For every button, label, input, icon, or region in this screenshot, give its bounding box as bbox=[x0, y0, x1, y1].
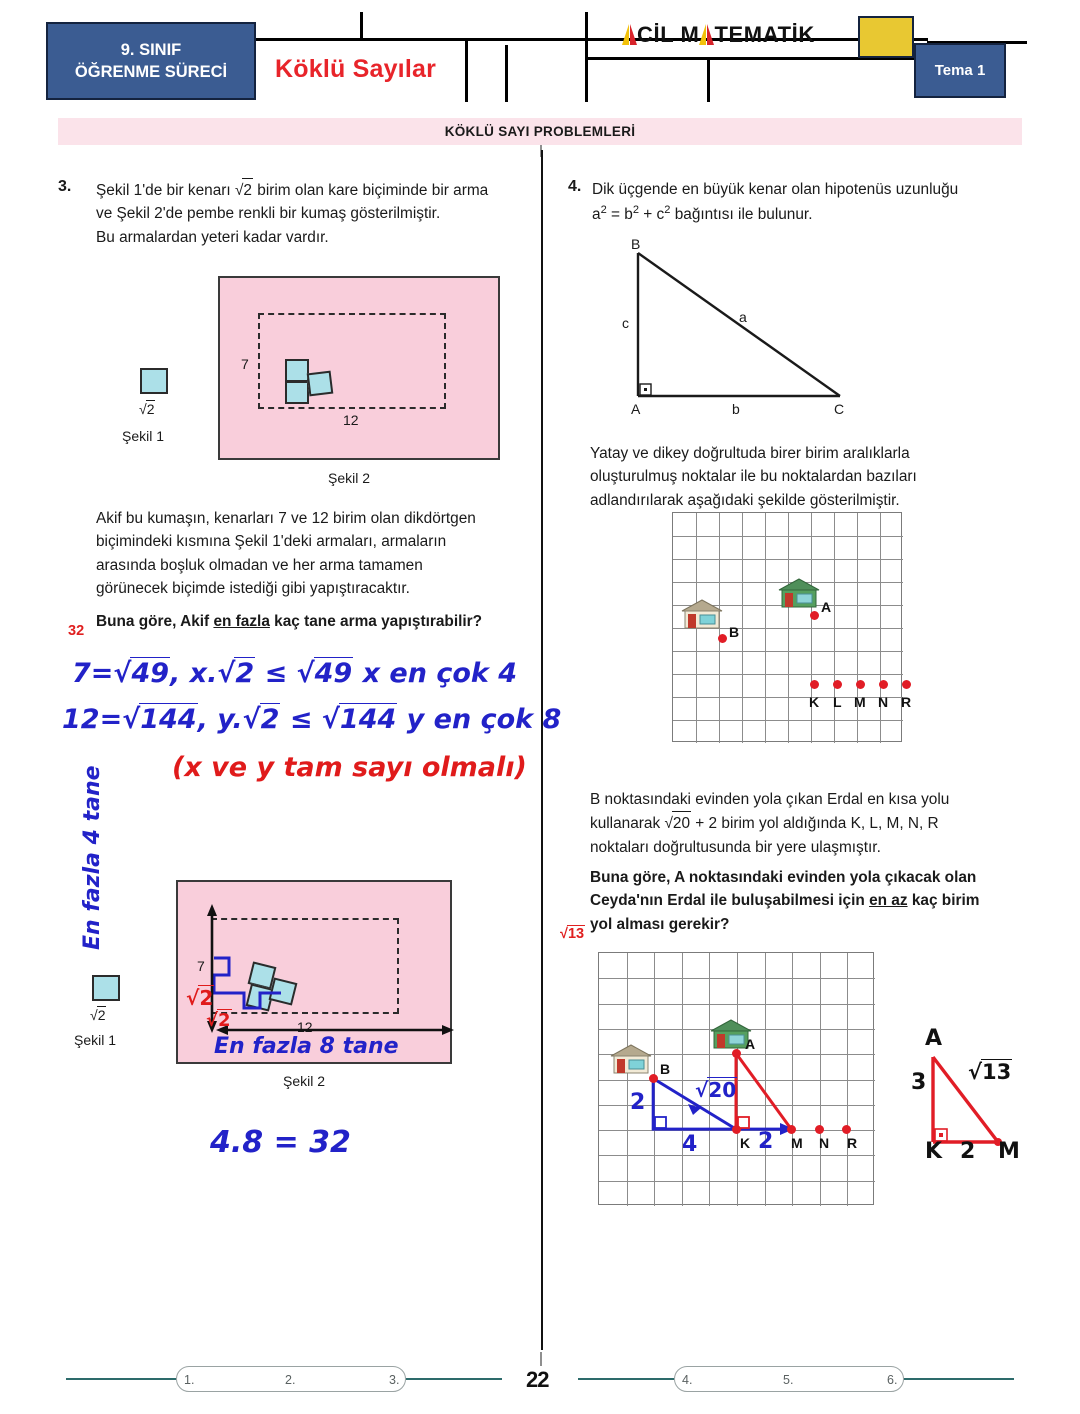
sqrt-20-sol bbox=[695, 1077, 737, 1102]
radicand: 13 bbox=[982, 1060, 1012, 1084]
figure2-width-label: 12 bbox=[343, 412, 359, 428]
q3-line1-a: Şekil 1'de bir kenarı bbox=[96, 182, 235, 199]
small-triangle-label-A: A bbox=[925, 1026, 943, 1051]
solution-bottom-mark bbox=[206, 1009, 232, 1031]
sqrt-2-sol-fig1 bbox=[90, 1006, 106, 1023]
solution-point-K bbox=[732, 1125, 741, 1134]
q4-ask-underlined: en az bbox=[869, 892, 908, 910]
solution-figure2-caption: Şekil 2 bbox=[283, 1073, 326, 1089]
solution-house-icon-B bbox=[608, 1043, 654, 1075]
q4-f-b: = b bbox=[606, 205, 633, 223]
solution-small-triangle bbox=[900, 1030, 1060, 1170]
house-icon-B bbox=[679, 598, 725, 630]
radical-sign: √ bbox=[90, 1007, 98, 1023]
q4-formula bbox=[592, 203, 813, 223]
small-triangle-side-horizontal: 2 bbox=[960, 1139, 976, 1164]
radicand: 2 bbox=[199, 986, 214, 1010]
sqrt-2-a bbox=[217, 657, 255, 689]
radicand: 2 bbox=[218, 1010, 231, 1031]
footer-item-5[interactable]: 5. bbox=[783, 1373, 794, 1387]
q4-p-line3: adlandırılarak aşağıdaki şekilde gösterilmiştir. bbox=[590, 491, 900, 509]
figure2-height-label: 7 bbox=[241, 356, 249, 372]
point-label-K: K bbox=[809, 694, 820, 710]
radical-sign: √ bbox=[321, 704, 340, 735]
solution-point-label-B: B bbox=[660, 1061, 671, 1077]
grid-h bbox=[673, 559, 903, 560]
radicand: 20 bbox=[672, 811, 691, 835]
figure2-caption: Şekil 2 bbox=[328, 470, 371, 486]
question-3-number: 3. bbox=[58, 178, 72, 195]
footer-rule-right-inner bbox=[578, 1378, 674, 1380]
triangle-side-c: c bbox=[622, 315, 629, 331]
sqrt-2-b bbox=[243, 703, 281, 735]
q3-line1-b: birim olan kare biçiminde bir arma bbox=[252, 182, 489, 199]
point-label-N: N bbox=[878, 694, 889, 710]
q4-line1: Dik üçgende en büyük kenar olan hipotenüs uzunluğu bbox=[592, 181, 959, 198]
sol3-l1-p4: x en çok 4 bbox=[353, 658, 518, 689]
header-yellow-block bbox=[858, 16, 914, 58]
q4-p-line1: Yatay ve dikey doğrultuda birer birim aralıklarla bbox=[590, 445, 910, 462]
header-rule-7 bbox=[707, 57, 710, 102]
figure2-tile-left bbox=[285, 381, 309, 404]
q4-p2-line3: noktaları doğrultusunda bir yere ulaşmıştır. bbox=[590, 838, 881, 856]
solution-3-line-2 bbox=[62, 703, 561, 735]
q4-f-sup1: 2 bbox=[600, 203, 607, 216]
q4-p2-line2-b: + 2 birim yol aldığında K, L, M, N, R bbox=[691, 815, 939, 833]
solution-point-label-R: R bbox=[847, 1135, 858, 1151]
solution-point-label-K: K bbox=[740, 1135, 751, 1151]
sqrt-49-b bbox=[297, 657, 354, 689]
theme-badge bbox=[914, 43, 1006, 98]
question-4-statement bbox=[592, 178, 1022, 226]
solution-point-M bbox=[787, 1125, 796, 1134]
radical-sign: √ bbox=[139, 401, 147, 417]
q3-ask-a: Buna göre, Akif bbox=[96, 613, 214, 630]
point-B bbox=[718, 634, 727, 643]
q4-ask-line3: yol alması gerekir? bbox=[590, 915, 730, 933]
radicand: 2 bbox=[260, 704, 280, 735]
point-M bbox=[856, 680, 865, 689]
grid-h bbox=[673, 651, 903, 652]
grade-badge bbox=[46, 22, 256, 100]
column-divider bbox=[541, 150, 543, 1350]
q3-p2-line2: biçimindeki kısmına Şekil 1'deki armaları, armaların bbox=[96, 533, 447, 551]
header-rule-1 bbox=[256, 38, 928, 41]
q4-p-line2: oluşturulmuş noktalar ile bu noktalardan bazıları bbox=[590, 468, 917, 486]
radicand: 144 bbox=[339, 704, 397, 735]
radicand: 2 bbox=[242, 178, 253, 202]
question-4-paragraph-2 bbox=[590, 788, 1030, 859]
radical-sign: √ bbox=[968, 1060, 983, 1084]
radicand: 13 bbox=[567, 926, 585, 942]
q3-p2-line4: görünecek biçimde istediği gibi yapıştıracaktır. bbox=[96, 580, 410, 598]
sqrt-2-fig1 bbox=[139, 400, 155, 417]
radical-sign: √ bbox=[122, 704, 141, 735]
small-triangle-hypotenuse bbox=[968, 1059, 1012, 1084]
radicand: 49 bbox=[314, 658, 353, 689]
solution-point-N bbox=[815, 1125, 824, 1134]
page-footer bbox=[0, 1352, 1080, 1414]
radical-sign: √ bbox=[234, 182, 244, 199]
small-triangle-label-K: K bbox=[925, 1139, 943, 1164]
question-4-prompt bbox=[590, 866, 1030, 936]
sqrt-49-a bbox=[113, 657, 170, 689]
point-R bbox=[902, 680, 911, 689]
question-3-prompt bbox=[96, 610, 536, 633]
point-label-M: M bbox=[854, 694, 866, 710]
question-4-paragraph bbox=[590, 442, 1020, 512]
radicand: 2 bbox=[97, 1007, 106, 1023]
solution-side-mark bbox=[186, 985, 214, 1010]
point-N bbox=[879, 680, 888, 689]
solution-point-label-N: N bbox=[819, 1135, 830, 1151]
q4-ask-line2-a: Ceyda'nın Erdal ile buluşabilmesi için bbox=[590, 892, 870, 910]
sol3-l1-p3: ≤ bbox=[255, 658, 297, 689]
footer-item-3[interactable]: 3. bbox=[389, 1373, 400, 1387]
grid-h bbox=[673, 720, 903, 721]
point-label-B: B bbox=[729, 624, 740, 640]
q4-f-d: bağıntısı ile bulunur. bbox=[670, 205, 813, 223]
radical-sign: √ bbox=[242, 704, 261, 735]
q4-f-sup2: 2 bbox=[632, 203, 640, 216]
footer-item-6[interactable]: 6. bbox=[887, 1373, 898, 1387]
radical-sign: √ bbox=[695, 1078, 709, 1102]
solution-3-line-3: (x ve y tam sayı olmalı) bbox=[172, 752, 527, 783]
grid-h bbox=[673, 697, 903, 698]
solution-figure1-side bbox=[90, 1006, 106, 1023]
sol3-l2-p4: y en çok 8 bbox=[397, 704, 562, 735]
radicand: 2 bbox=[146, 401, 155, 417]
sqrt-144-a bbox=[122, 703, 197, 735]
solution-point-label-M: M bbox=[791, 1135, 803, 1151]
house-icon-A bbox=[776, 577, 822, 609]
triangle-vertex-B: B bbox=[631, 236, 641, 252]
section-banner: KÖKLÜ SAYI PROBLEMLERİ bbox=[58, 118, 1022, 145]
solution-figure1-caption: Şekil 1 bbox=[74, 1032, 117, 1048]
solution-blue-horizontal-label: 4 bbox=[682, 1132, 698, 1157]
theme-label: Tema 1 bbox=[934, 62, 986, 79]
radicand: 2 bbox=[235, 658, 255, 689]
solution-figure2-height: 7 bbox=[197, 958, 205, 974]
q4-p2-line2-a: kullanarak bbox=[590, 815, 665, 833]
triangle-side-a: a bbox=[739, 309, 747, 325]
radical-sign: √ bbox=[206, 1010, 219, 1031]
solution-point-R bbox=[842, 1125, 851, 1134]
logo-text-1: CİL M bbox=[637, 22, 700, 47]
triangle-vertex-A: A bbox=[631, 401, 641, 417]
solution-horizontal-note: En fazla 8 tane bbox=[214, 1034, 399, 1059]
point-L bbox=[833, 680, 842, 689]
footer-rule-left-inner bbox=[406, 1378, 502, 1380]
solution-point-A bbox=[732, 1049, 741, 1058]
grade-line-2: ÖĞRENME SÜRECİ bbox=[74, 63, 228, 81]
figure2-tile-top bbox=[285, 359, 309, 382]
radical-sign: √ bbox=[186, 986, 200, 1010]
footer-item-4[interactable]: 4. bbox=[682, 1373, 693, 1387]
question-3-statement bbox=[96, 178, 526, 249]
footer-tick bbox=[540, 1352, 542, 1366]
q4-ask-line1: Buna göre, A noktasındaki evinden yola çıkacak olan bbox=[590, 869, 977, 886]
question-3-paragraph-2 bbox=[96, 507, 526, 601]
point-A bbox=[810, 611, 819, 620]
radical-sign: √ bbox=[664, 815, 673, 833]
sqrt-2-inline bbox=[235, 178, 253, 202]
grid-h bbox=[673, 536, 903, 537]
question-3-answer: 32 bbox=[68, 623, 85, 639]
solution-3-line-1 bbox=[72, 657, 517, 689]
footer-rule-right-outer bbox=[904, 1378, 1014, 1380]
header-rule-2 bbox=[360, 12, 363, 38]
radical-sign: √ bbox=[296, 658, 315, 689]
point-label-A: A bbox=[821, 599, 832, 615]
radicand: 144 bbox=[140, 704, 197, 735]
small-triangle-label-M: M bbox=[998, 1139, 1020, 1164]
sol3-l1-p1: 7= bbox=[72, 658, 114, 689]
question-4-number: 4. bbox=[568, 178, 582, 195]
solution-vertical-note: En fazla 4 tane bbox=[80, 765, 105, 950]
small-triangle-side-vertical: 3 bbox=[911, 1070, 927, 1095]
footer-rule-left-outer bbox=[66, 1378, 176, 1380]
sol3-l2-p2: , y. bbox=[197, 704, 243, 735]
sqrt-2-side bbox=[186, 985, 214, 1010]
logo-triangle-a1-icon bbox=[622, 24, 637, 45]
page-header bbox=[0, 0, 1080, 112]
radicand: 49 bbox=[131, 658, 170, 689]
radical-sign: √ bbox=[560, 926, 568, 942]
q3-line2: ve Şekil 2'de pembe renkli bir kumaş gösterilmiştir. bbox=[96, 205, 441, 223]
q4-f-c: + c bbox=[639, 205, 665, 223]
logo-text-2: TEMATİK bbox=[714, 22, 815, 47]
q3-line3: Bu armalardan yeteri kadar vardır. bbox=[96, 228, 329, 246]
footer-item-2[interactable]: 2. bbox=[285, 1373, 296, 1387]
sqrt-13-answer bbox=[560, 925, 585, 942]
q4-f-sup3: 2 bbox=[664, 203, 671, 216]
point-label-R: R bbox=[901, 694, 912, 710]
radical-sign: √ bbox=[217, 658, 236, 689]
question-4-answer bbox=[560, 925, 585, 942]
solution-3-final: 4.8 = 32 bbox=[210, 1125, 351, 1160]
solution-figure1-tile bbox=[92, 975, 120, 1001]
figure1-side-label bbox=[139, 400, 155, 417]
triangle-vertex-C: C bbox=[834, 401, 845, 417]
grade-line-1: 9. SINIF bbox=[120, 40, 182, 59]
figure2-tile-right bbox=[307, 371, 334, 397]
solution-blue-hypotenuse-label bbox=[695, 1077, 737, 1102]
radicand: 20 bbox=[708, 1078, 737, 1102]
footer-item-1[interactable]: 1. bbox=[184, 1373, 195, 1387]
radical-sign: √ bbox=[113, 658, 132, 689]
point-K bbox=[810, 680, 819, 689]
sqrt-144-b bbox=[322, 703, 397, 735]
right-triangle-diagram bbox=[600, 236, 880, 426]
q4-p2-line1: B noktasındaki evinden yola çıkan Erdal en kısa yolu bbox=[590, 791, 950, 808]
solution-blue-vertical-label: 2 bbox=[630, 1090, 646, 1115]
figure1-tile bbox=[140, 368, 168, 394]
sol3-l2-p3: ≤ bbox=[280, 704, 322, 735]
figure1-caption: Şekil 1 bbox=[122, 428, 165, 444]
solution-figure2-width: 12 bbox=[297, 1019, 313, 1035]
solution-point-label-A: A bbox=[745, 1036, 756, 1052]
brand-logo bbox=[622, 22, 815, 48]
sqrt-2-bottom bbox=[206, 1009, 232, 1031]
grid-h bbox=[673, 674, 903, 675]
triangle-side-b: b bbox=[732, 401, 740, 417]
page-title: Köklü Sayılar bbox=[275, 55, 436, 83]
page-number: 22 bbox=[526, 1367, 549, 1392]
sol3-l2-p1: 12= bbox=[62, 704, 123, 735]
sqrt-20-inline bbox=[664, 811, 691, 835]
q3-p2-line1: Akif bu kumaşın, kenarları 7 ve 12 birim olan dikdörtgen bbox=[96, 510, 476, 527]
sol3-l1-p2: , x. bbox=[170, 658, 218, 689]
sqrt-13-tri bbox=[968, 1059, 1012, 1084]
q4-f-a: a bbox=[592, 205, 601, 223]
q3-ask-b: kaç tane arma yapıştırabilir? bbox=[269, 613, 483, 630]
q3-p2-line3: arasında boşluk olmadan ve her arma tamamen bbox=[96, 556, 423, 574]
solution-blue-segment-label: 2 bbox=[758, 1129, 774, 1154]
q4-ask-line2-b: kaç birim bbox=[907, 892, 980, 910]
point-label-L: L bbox=[833, 694, 842, 710]
logo-triangle-a2-icon bbox=[699, 24, 714, 45]
solution-point-B bbox=[649, 1074, 658, 1083]
q3-ask-underlined: en fazla bbox=[213, 613, 270, 630]
